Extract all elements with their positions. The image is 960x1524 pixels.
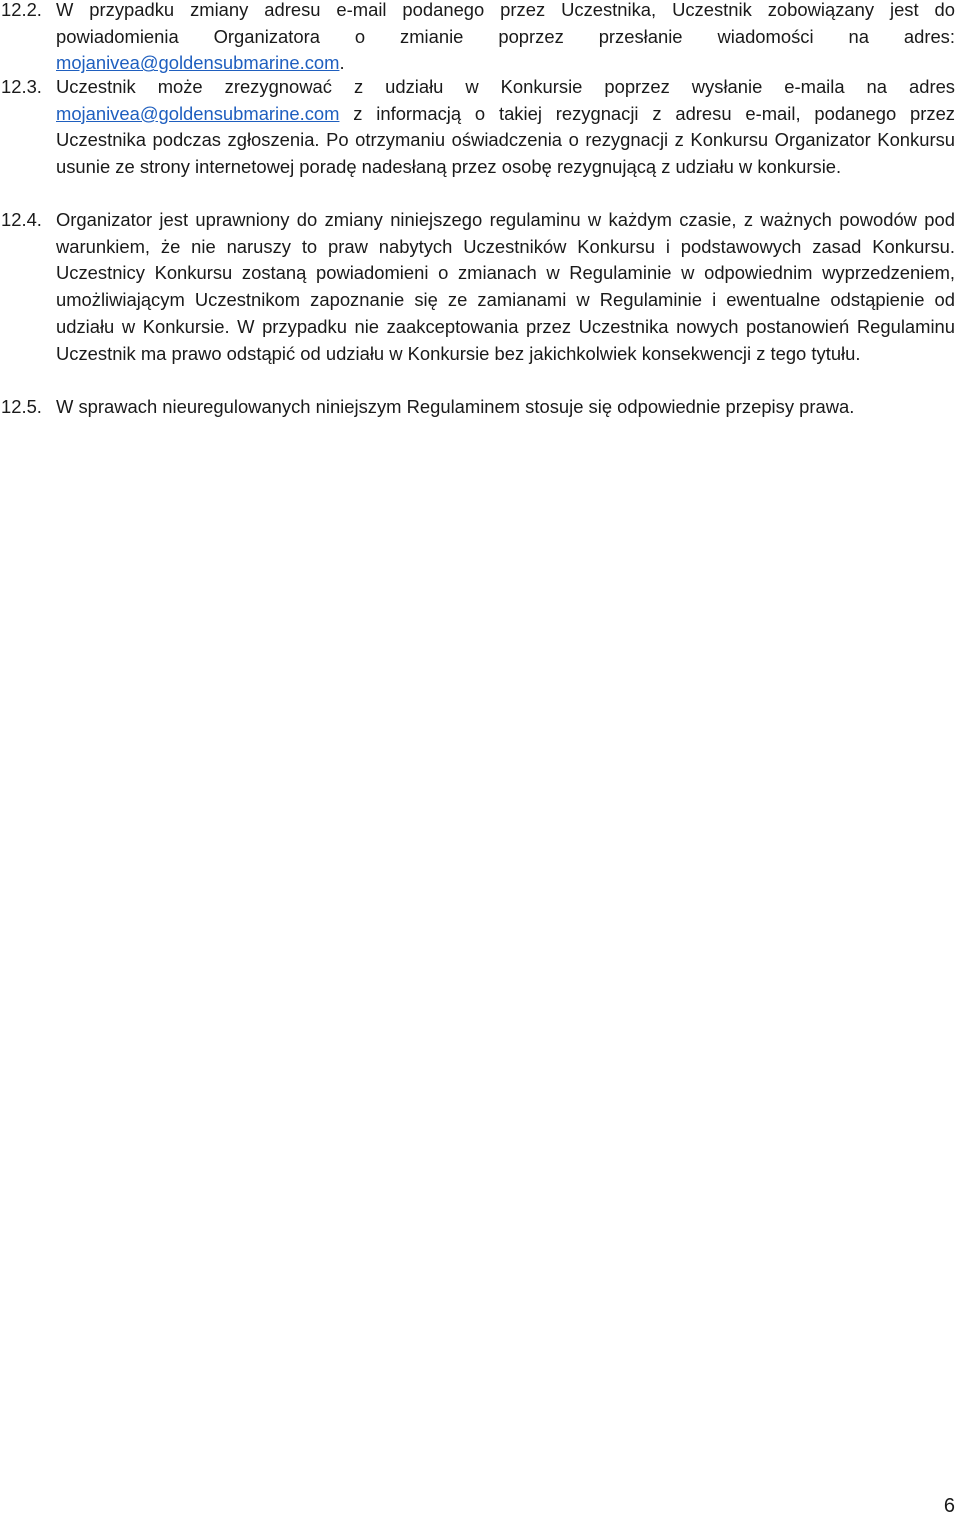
clause-text: W sprawach nieuregulowanych niniejszym Regulaminem stosuje się odpowiednie przepisy prawa. (56, 396, 855, 417)
clause-text: W przypadku zmiany adresu e-mail podanego przez Uczestnika, Uczestnik zobowiązany jest do powiadomienia Organizatora o zmianie poprzez przesłanie wiadomości na adres: (56, 0, 955, 47)
clause-text: Organizator jest uprawniony do zmiany niniejszego regulaminu w każdym czasie, z ważnych powodów pod warunkiem, że nie naruszy to praw nabytych Uczestników Konkursu i podstawowych zasad Konkursu. Uczestnicy Konkursu zostaną powiadomieni o zmianach w Regulaminie w odpowiednim wyprzedzeniem, umożliwiającym Uczestnikom zapoznanie się ze zamianami w Regulaminie i ewentualne odstąpienie od udziału w Konkursie. W przypadku nie zaakceptowania przez Uczestnika nowych postanowień Regulaminu Uczestnik ma prawo odstąpić od udziału w Konkursie bez jakichkolwiek konsekwencji z tego tytułu. (56, 209, 955, 364)
clause-number: 12.4. (1, 209, 42, 230)
email-link[interactable]: mojanivea@goldensubmarine.com (56, 52, 340, 74)
clause-12-5 (0, 394, 960, 421)
clause-12-2 (0, 0, 960, 77)
clause-text-end: . (339, 52, 345, 74)
clause-text: Uczestnik może zrezygnować z udziału w Konkursie poprzez wysłanie e-maila na adres (56, 76, 955, 97)
clause-number: 12.5. (1, 396, 42, 417)
email-link[interactable]: mojanivea@goldensubmarine.com (56, 102, 340, 124)
clause-number: 12.2. (1, 0, 42, 20)
clause-12-3 (0, 74, 960, 181)
clause-text-end: z informacją o takiej rezygnacji z adresu e-mail, podanego przez Uczestnika podczas zgłoszenia. Po otrzymaniu oświadczenia o rezygnacji z Konkursu Organizator Konkursu usunie ze strony internetowej poradę nadesłaną przez osobę rezygnującą z udziału w konkursie. (56, 102, 955, 178)
page-number: 6 (943, 1495, 955, 1517)
clause-number: 12.3. (1, 76, 42, 97)
clause-12-4 (0, 207, 960, 367)
